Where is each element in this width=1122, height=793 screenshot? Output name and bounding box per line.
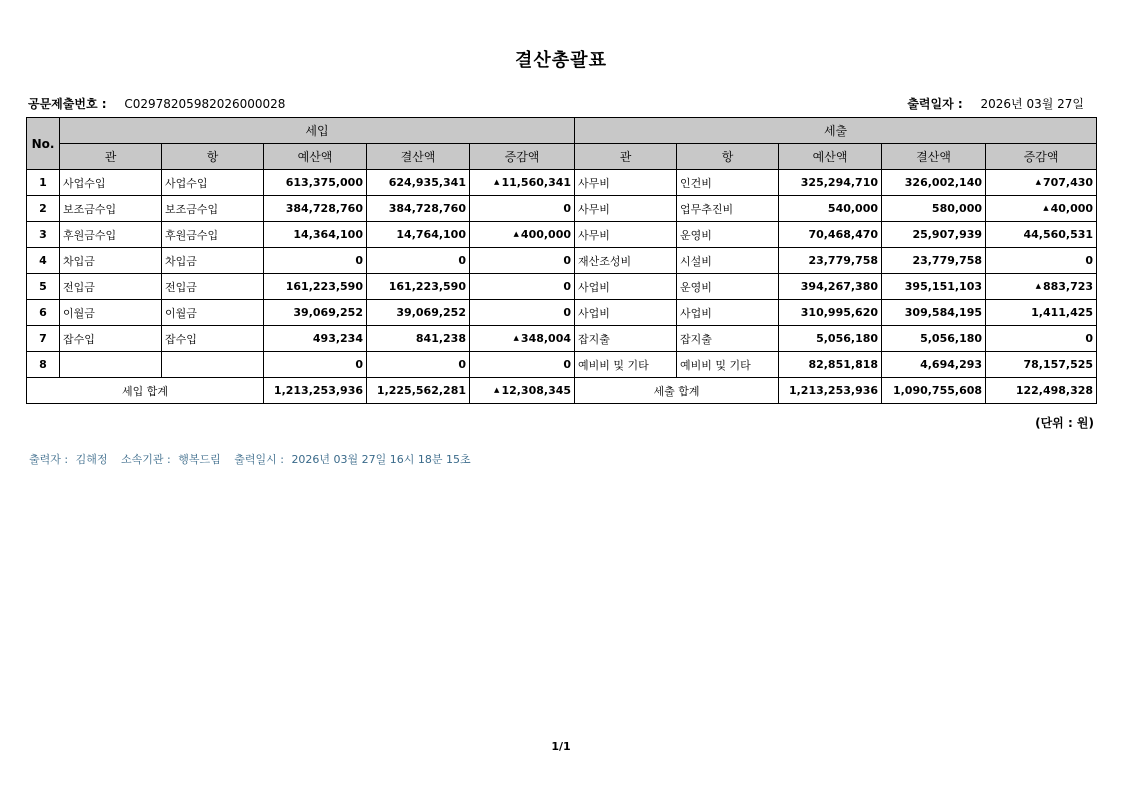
expense-settlement-cell: 395,151,103 [882, 274, 986, 300]
income-total-change [470, 378, 575, 404]
expense-settlement-cell: 326,002,140 [882, 170, 986, 196]
expense-settlement-cell: 5,056,180 [882, 326, 986, 352]
print-info [29, 451, 481, 467]
expense-change-cell: 0 [986, 326, 1097, 352]
increase-marker-icon: ▲ [494, 178, 500, 186]
expense-settlement-cell: 23,779,758 [882, 248, 986, 274]
expense-gwan-cell: 잡지출 [575, 326, 677, 352]
income-budget-cell: 0 [264, 248, 367, 274]
income-hang-cell: 사업수입 [162, 170, 264, 196]
increase-marker-icon: ▲ [1043, 204, 1049, 212]
doc-number-value: C0297820598202600002​8 [124, 97, 286, 111]
expense-hang-cell: 사업비 [677, 300, 779, 326]
expense-budget-cell: 70,468,470 [779, 222, 882, 248]
doc-number-group [28, 95, 285, 112]
table-row [27, 352, 1097, 378]
income-hang-cell: 이월금 [162, 300, 264, 326]
income-budget-cell: 14,364,100 [264, 222, 367, 248]
income-hang-header: 항 [162, 144, 264, 170]
table-row [27, 300, 1097, 326]
income-settlement-header: 결산액 [367, 144, 470, 170]
income-settlement-cell: 841,238 [367, 326, 470, 352]
expense-change-cell-value: 707,430 [1042, 176, 1094, 189]
income-change-header: 증감액 [470, 144, 575, 170]
settlement-summary-table [26, 117, 1097, 404]
increase-marker-icon: ▲ [513, 230, 519, 238]
expense-budget-cell: 310,995,620 [779, 300, 882, 326]
income-settlement-cell: 0 [367, 248, 470, 274]
table-row [27, 274, 1097, 300]
print-date-group [907, 95, 1084, 112]
no-column-header: No. [27, 118, 60, 170]
income-group-header: 세입 [60, 118, 575, 144]
income-budget-cell: 613,375,000 [264, 170, 367, 196]
header-row-groups [27, 118, 1097, 144]
expense-budget-cell: 325,294,710 [779, 170, 882, 196]
expense-gwan-cell: 재산조성비 [575, 248, 677, 274]
income-gwan-cell: 보조금수입 [60, 196, 162, 222]
expense-gwan-cell: 사무비 [575, 196, 677, 222]
expense-hang-cell: 인건비 [677, 170, 779, 196]
report-meta [28, 95, 1096, 113]
income-change-cell-value: 11,560,341 [501, 176, 572, 189]
income-change-cell: 0 [470, 300, 575, 326]
expense-hang-cell: 업무추진비 [677, 196, 779, 222]
table-row [27, 326, 1097, 352]
income-hang-cell: 차입금 [162, 248, 264, 274]
printed-at-label: 출력일시 : [234, 453, 284, 466]
print-date-label: 출력일자 : [907, 97, 963, 111]
income-gwan-cell: 이월금 [60, 300, 162, 326]
expense-gwan-cell: 사업비 [575, 300, 677, 326]
income-total-settlement: 1,225,562,281 [367, 378, 470, 404]
unit-note: (단위 : 원) [1035, 416, 1094, 430]
expense-change-cell: 1,411,425 [986, 300, 1097, 326]
expense-change-cell: 0 [986, 248, 1097, 274]
table-row [27, 170, 1097, 196]
org-label: 소속기관 : [120, 453, 171, 466]
expense-settlement-header: 결산액 [882, 144, 986, 170]
expense-budget-cell: 5,056,180 [779, 326, 882, 352]
income-budget-cell: 384,728,760 [264, 196, 367, 222]
table-row [27, 222, 1097, 248]
increase-marker-icon: ▲ [1035, 282, 1041, 290]
income-gwan-cell: 잡수입 [60, 326, 162, 352]
row-number: 3 [27, 222, 60, 248]
income-settlement-cell: 384,728,760 [367, 196, 470, 222]
income-gwan-cell: 전입금 [60, 274, 162, 300]
expense-hang-cell: 시설비 [677, 248, 779, 274]
income-settlement-cell: 161,223,590 [367, 274, 470, 300]
expense-budget-cell: 82,851,818 [779, 352, 882, 378]
income-total-label: 세입 합계 [27, 378, 264, 404]
expense-settlement-cell: 25,907,939 [882, 222, 986, 248]
expense-change-cell [986, 170, 1097, 196]
expense-change-cell-value: 40,000 [1050, 202, 1094, 215]
income-hang-cell: 보조금수입 [162, 196, 264, 222]
expense-budget-cell: 394,267,380 [779, 274, 882, 300]
income-gwan-header: 관 [60, 144, 162, 170]
income-change-cell [470, 326, 575, 352]
expense-gwan-header: 관 [575, 144, 677, 170]
income-gwan-cell: 후원금수입 [60, 222, 162, 248]
expense-settlement-cell: 580,000 [882, 196, 986, 222]
expense-gwan-cell: 사업비 [575, 274, 677, 300]
income-settlement-cell: 14,764,100 [367, 222, 470, 248]
expense-hang-cell: 운영비 [677, 274, 779, 300]
expense-change-header: 증감액 [986, 144, 1097, 170]
income-settlement-cell: 624,935,341 [367, 170, 470, 196]
expense-settlement-cell: 309,584,195 [882, 300, 986, 326]
expense-budget-header: 예산액 [779, 144, 882, 170]
printer-label: 출력자 : [29, 453, 69, 466]
expense-hang-header: 항 [677, 144, 779, 170]
income-hang-cell: 후원금수입 [162, 222, 264, 248]
expense-change-cell: 44,560,531 [986, 222, 1097, 248]
income-settlement-cell: 0 [367, 352, 470, 378]
income-change-cell: 0 [470, 248, 575, 274]
income-budget-cell: 493,234 [264, 326, 367, 352]
income-change-cell: 0 [470, 274, 575, 300]
org-value: 행복드림 [178, 453, 221, 466]
expense-change-cell [986, 274, 1097, 300]
header-row-columns [27, 144, 1097, 170]
income-budget-header: 예산액 [264, 144, 367, 170]
expense-gwan-cell: 사무비 [575, 170, 677, 196]
expense-change-cell-value: 883,723 [1042, 280, 1094, 293]
income-change-cell [470, 170, 575, 196]
income-budget-cell: 161,223,590 [264, 274, 367, 300]
printed-at-value: 2026년 03월 27일 16시 18분 15초 [291, 453, 471, 466]
row-number: 1 [27, 170, 60, 196]
income-change-cell-value: 348,004 [520, 332, 572, 345]
income-budget-cell: 0 [264, 352, 367, 378]
income-change-cell: 0 [470, 196, 575, 222]
row-number: 5 [27, 274, 60, 300]
income-change-cell [470, 222, 575, 248]
row-number: 2 [27, 196, 60, 222]
income-gwan-cell: 차입금 [60, 248, 162, 274]
printer-value: 김해정 [75, 453, 108, 466]
expense-budget-cell: 23,779,758 [779, 248, 882, 274]
income-total-budget: 1,213,253,936 [264, 378, 367, 404]
income-budget-cell: 39,069,252 [264, 300, 367, 326]
income-hang-cell [162, 352, 264, 378]
row-number: 7 [27, 326, 60, 352]
expense-gwan-cell: 사무비 [575, 222, 677, 248]
income-settlement-cell: 39,069,252 [367, 300, 470, 326]
table-row [27, 196, 1097, 222]
row-number: 8 [27, 352, 60, 378]
expense-total-budget: 1,213,253,936 [779, 378, 882, 404]
expense-change-cell [986, 196, 1097, 222]
income-change-cell-value: 400,000 [520, 228, 572, 241]
income-hang-cell: 잡수입 [162, 326, 264, 352]
expense-total-label: 세출 합계 [575, 378, 779, 404]
income-total-change-value: 12,308,345 [501, 384, 572, 397]
expense-total-change: 122,498,328 [986, 378, 1097, 404]
row-number: 4 [27, 248, 60, 274]
print-date-value: 2026년 03월 27일 [980, 97, 1084, 111]
totals-row [27, 378, 1097, 404]
increase-marker-icon: ▲ [1035, 178, 1041, 186]
expense-group-header: 세출 [575, 118, 1097, 144]
expense-total-settlement: 1,090,755,608 [882, 378, 986, 404]
increase-marker-icon: ▲ [513, 334, 519, 342]
row-number: 6 [27, 300, 60, 326]
doc-number-label: 공문제출번호 : [28, 97, 107, 111]
table-body [27, 170, 1097, 378]
increase-marker-icon: ▲ [494, 386, 500, 394]
page-number: 1/1 [551, 740, 571, 753]
income-gwan-cell: 사업수입 [60, 170, 162, 196]
income-hang-cell: 전입금 [162, 274, 264, 300]
expense-hang-cell: 잡지출 [677, 326, 779, 352]
expense-hang-cell: 예비비 및 기타 [677, 352, 779, 378]
report-title: 결산총괄표 [515, 50, 607, 71]
table-row [27, 248, 1097, 274]
expense-gwan-cell: 예비비 및 기타 [575, 352, 677, 378]
income-gwan-cell [60, 352, 162, 378]
expense-budget-cell: 540,000 [779, 196, 882, 222]
income-change-cell: 0 [470, 352, 575, 378]
expense-change-cell: 78,157,525 [986, 352, 1097, 378]
expense-hang-cell: 운영비 [677, 222, 779, 248]
expense-settlement-cell: 4,694,293 [882, 352, 986, 378]
